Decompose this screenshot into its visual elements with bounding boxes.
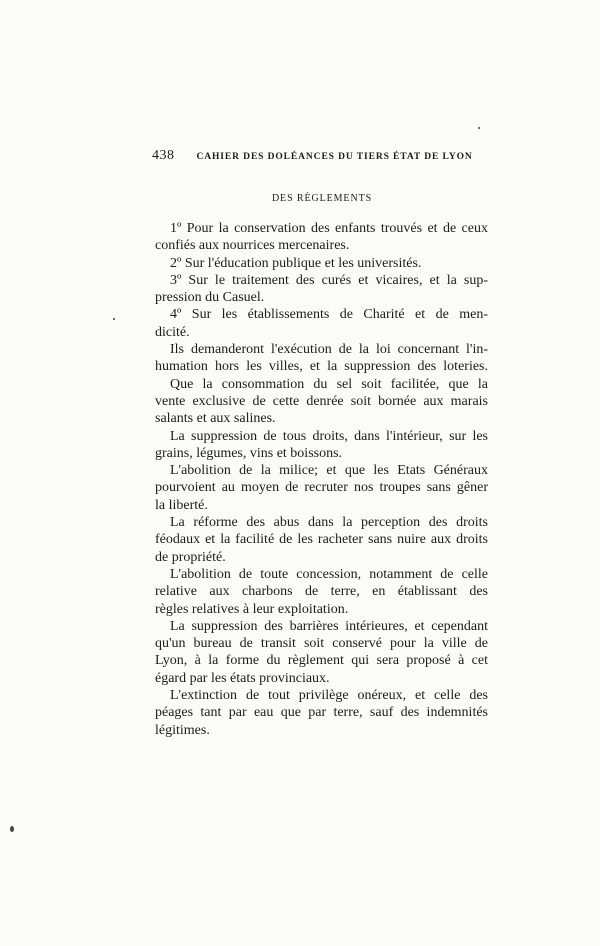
text-line: 2º Sur l'éducation publique et les universités. — [170, 255, 422, 271]
text-line: Ils demanderont l'exécution de la loi concernant l'in- — [170, 342, 488, 358]
text-line: de propriété. — [155, 549, 226, 565]
text-line: La suppression des barrières intérieures, et cependant — [170, 618, 488, 634]
running-head: CAHIER DES DOLÉANCES DU TIERS ÉTAT DE LYON — [196, 152, 473, 162]
text-line: relative aux charbons de terre, en établissant des — [155, 584, 488, 600]
text-line: 4º Sur les établissements de Charité et de men- — [170, 307, 488, 323]
text-line: 1º Pour la conservation des enfants trouvés et de ceux — [170, 221, 488, 236]
text-line: L'abolition de toute concession, notamment de celle — [170, 566, 488, 582]
page-header — [152, 148, 473, 164]
text-line: confiés aux nourrices mercenaires. — [155, 238, 350, 254]
text-line: qu'un bureau de transit soit conservé pour la ville de — [155, 636, 488, 652]
text-line: féodaux et la facilité de les racheter sans nuire aux droits — [155, 532, 488, 548]
scan-speck — [10, 826, 14, 832]
text-line: règles relatives à leur exploitation. — [155, 601, 349, 617]
text-line: pression du Casuel. — [155, 290, 265, 306]
text-line: 3º Sur le traitement des curés et vicaires, et la sup- — [170, 272, 488, 288]
text-line: péages tant par eau que par terre, sauf des indemnités — [155, 705, 488, 721]
text-line: Que la consommation du sel soit facilitée, que la — [170, 376, 488, 392]
text-line: grains, légumes, vins et boissons. — [155, 445, 343, 461]
text-line: L'abolition de la milice; et que les Etats Généraux — [170, 463, 488, 479]
text-line: Lyon, à la forme du règlement qui sera proposé à cet — [155, 653, 488, 669]
scan-speck — [113, 318, 115, 320]
text-line: salants et aux salines. — [155, 411, 276, 427]
section-title: DES RÈGLEMENTS — [271, 193, 373, 204]
text-line: humation hors les villes, et la suppression des loteries. — [155, 359, 488, 375]
text-line: légitimes. — [155, 722, 210, 738]
scan-speck — [478, 127, 480, 129]
text-line: La réforme des abus dans la perception des droits — [170, 515, 488, 531]
text-line: L'extinction de tout privilège onéreux, et celle des — [170, 688, 488, 704]
text-line: pourvoient au moyen de recruter nos troupes sans gêner — [155, 480, 488, 496]
text-line: la liberté. — [155, 497, 208, 513]
text-line: dicité. — [155, 324, 190, 340]
text-line: égard par les états provinciaux. — [155, 670, 330, 686]
text-line: La suppression de tous droits, dans l'intérieur, sur les — [170, 428, 488, 444]
text-line: vente exclusive de cette denrée soit bornée aux marais — [155, 393, 488, 409]
body-text — [155, 220, 488, 739]
page-number: 438 — [152, 148, 175, 163]
